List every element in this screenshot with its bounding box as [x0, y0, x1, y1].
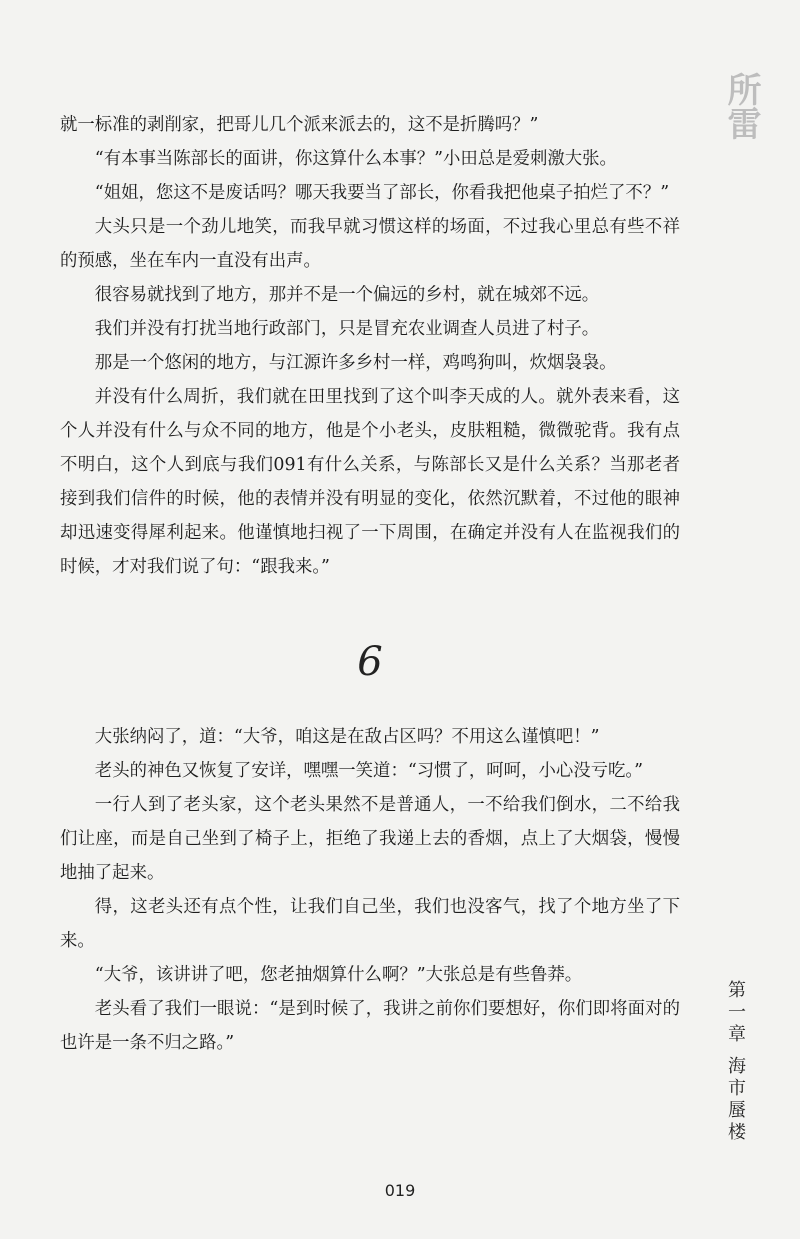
paragraph: 我们并没有打扰当地行政部门，只是冒充农业调查人员进了村子。 — [94, 319, 600, 339]
paragraph: “大爷，该讲讲了吧，您老抽烟算什么啊？”大张总是有些鲁莽。 — [94, 965, 583, 985]
paragraph: 那是一个悠闲的地方，与江源许多乡村一样，鸡鸣狗叫，炊烟袅袅。 — [94, 353, 617, 373]
page-body — [60, 108, 680, 1060]
chapter-name: 海市蜃楼 — [725, 1056, 746, 1144]
paragraph: 老头的神色又恢复了安详，嘿嘿一笑道：“习惯了，呵呵，小心没亏吃。” — [94, 761, 643, 781]
section-number: 6 — [357, 639, 383, 685]
paragraph: 老头看了我们一眼说：“是到时候了，我讲之前你们要想好，你们即将面对的也许是一条不归之路。” — [60, 999, 680, 1053]
paragraph: 大头只是一个劲儿地笑，而我早就习惯这样的场面，不过我心里总有些不祥的预感，坐在车内一直没有出声。 — [60, 217, 680, 271]
page-number: 019 — [384, 1181, 416, 1200]
paragraph: 很容易就找到了地方，那并不是一个偏远的乡村，就在城郊不远。 — [94, 285, 600, 305]
paragraph: “有本事当陈部长的面讲，你这算什么本事？”小田总是爱刺激大张。 — [94, 149, 617, 169]
paragraph: 得，这老头还有点个性，让我们自己坐，我们也没客气，找了个地方坐了下来。 — [60, 897, 680, 951]
bleed-through-heading: 所雷 — [721, 72, 761, 140]
running-chapter-title — [722, 980, 748, 1144]
paragraph: 大张纳闷了，道：“大爷，咱这是在敌占区吗？不用这么谨慎吧！” — [94, 727, 600, 747]
paragraph: 就一标准的剥削家，把哥儿几个派来派去的，这不是折腾吗？” — [60, 115, 539, 135]
chapter-label: 第一章 — [725, 980, 746, 1046]
paragraph: “姐姐，您这不是废话吗？哪天我要当了部长，你看我把他桌子拍烂了不？” — [94, 183, 670, 203]
paragraph: 一行人到了老头家，这个老头果然不是普通人，一不给我们倒水，二不给我们让座，而是自己坐到了椅子上，拒绝了我递上去的香烟，点上了大烟袋，慢慢地抽了起来。 — [60, 795, 680, 883]
paragraph: 并没有什么周折，我们就在田里找到了这个叫李天成的人。就外表来看，这个人并没有什么与众不同的地方，他是个小老头，皮肤粗糙，微微驼背。我有点不明白，这个人到底与我们091有什么关系，与陈部长又是什么关系？当那老者接到我们信件的时候，他的表情并没有明显的变化，依然沉默着，不过他的眼神却迅速变得犀利起来。他谨慎地扫视了一下周围，在确定并没有人在监视我们的时候，才对我们说了句：“跟我来。” — [60, 387, 680, 577]
